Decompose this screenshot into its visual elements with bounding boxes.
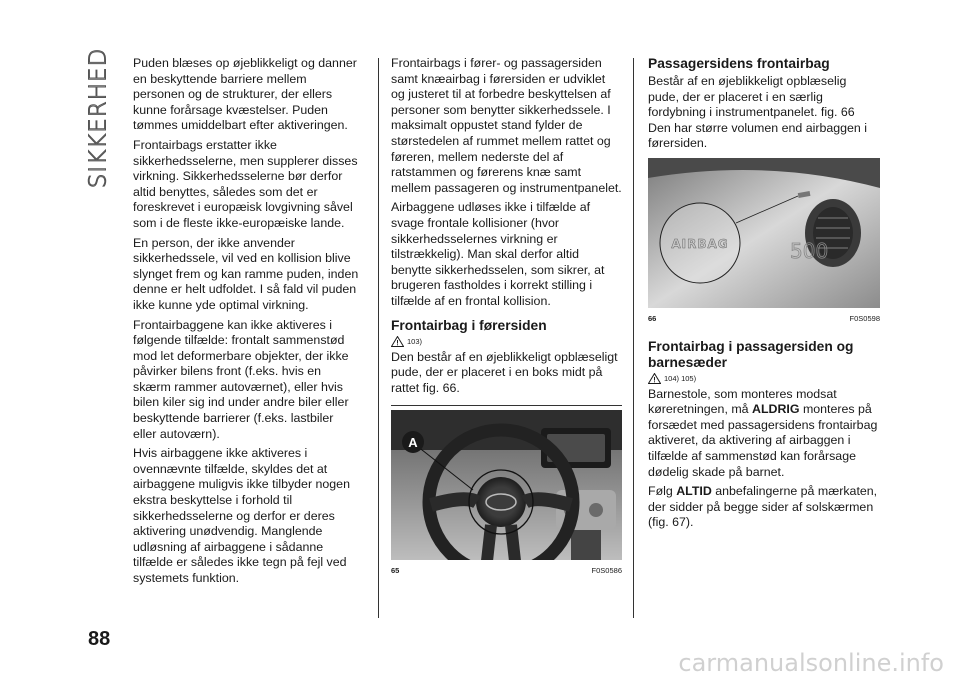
column-2: [391, 56, 622, 579]
paragraph: Den består af en øjeblikkeligt opblæseligt pude, der er placeret i en boks midt på rattet fig. 66.: [391, 349, 618, 395]
figure-code: F0S0586: [591, 566, 622, 576]
figure-66: [648, 158, 880, 327]
paragraph: Består af en øjeblikkeligt opblæselig pude, der er placeret i en særlig fordybning i instrumentpanelet. fig. 66 Den har større volumen end airbaggen i førersiden.: [648, 74, 868, 151]
paragraph: Airbaggene udløses ikke i tilfælde af svage frontale kollisioner (hvor sikkerhedsselernes virkning er tilstrækkelig). Man skal derfor altid benytte sikkerhedsselen, som sikrer, at brugeren fastholdes i korrekt stilling i tilfælde af en frontal kollision.: [391, 200, 605, 308]
figure-rule: [391, 405, 622, 406]
paragraph: Frontairbags i fører- og passagersiden samt knæairbag i førersiden er udviklet og justeret til at forbedre beskyttelsen af personer som benytter sikkerhedssele. I maksimalt oppustet stand fylder de størstedelen af rummet mellem rattet og føreren, mellem nederste del af ratstammen og førerens knæ samt mellem passageren og instrumentpanelet.: [391, 56, 622, 195]
column-divider: [633, 58, 634, 618]
column-divider: [378, 58, 379, 618]
warning-triangle-icon: [391, 336, 404, 347]
column-3: [648, 56, 880, 535]
dashboard-illustration: [648, 158, 880, 308]
figure-caption: [391, 563, 622, 579]
section-title: SIKKERHED: [85, 47, 112, 189]
paragraph: Frontairbaggene kan ikke aktiveres i følgende tilfælde: frontalt sammenstød mod let deformerbare objekter, der ikke påvirker bilens front (f.eks. hvis en skærm rammer autoværnet), eller hvis bilen kiler sig ind under andre biler eller beskyttende barrierer (f.eks. lastbiler eller autoværn).: [133, 317, 349, 441]
figure-number: 66: [648, 313, 657, 323]
warning-reference: 104) 105): [648, 373, 880, 385]
warning-triangle-icon: [648, 373, 661, 384]
figure-caption: [648, 311, 880, 327]
section-heading: Passagersidens frontairbag: [648, 56, 830, 71]
keyword-altid: ALTID: [676, 484, 712, 499]
paragraph: Barnestole, som monteres modsat køreretningen, må ALDRIG monteres på forsædet med passagersidens frontairbag aktiveret, da aktivering af airbaggen i tilfælde af sammenstød kan forårsage dødelig skade på barnet.: [648, 386, 878, 479]
page-number: 88: [88, 628, 111, 650]
paragraph: En person, der ikke anvender sikkerhedssele, vil ved en kollision blive slynget frem og kan ramme puden, inden denne er helt udfoldet. I så fald vil puden ikke kunne yde optimal virkning.: [133, 235, 359, 312]
paragraph: Følg ALTID anbefalingerne på mærkaten, der sidder på begge sider af solskærmen (fig. 67).: [648, 484, 878, 530]
figure-code: F0S0598: [849, 313, 880, 323]
figure-65: [391, 410, 622, 579]
figure-number: 65: [391, 566, 400, 576]
model-badge: 500: [790, 238, 829, 263]
section-heading: Frontairbag i førersiden: [391, 317, 547, 333]
callout-label-a: A: [408, 435, 418, 451]
column-1: [133, 56, 359, 591]
paragraph: Hvis airbaggene ikke aktiveres i ovennævnte tilfælde, skyldes det at airbaggene muligvis ikke tilbyder nogen ekstra beskyttelse i forhold til sikkerhedsselerne og derfor er deres aktivering unødvendig. Manglende udløsning af airbaggene i sådanne tilfælde er således ikke tegn på fejl ved systemets funktion.: [133, 446, 350, 585]
steering-wheel-image: [391, 410, 622, 560]
warning-reference: 103): [391, 336, 622, 348]
paragraph: Puden blæses op øjeblikkeligt og danner en beskyttende barriere mellem personen og de strukturer, der ellers kunne forårsage kvæstelser. Puden tømmes umiddelbart efter aktiveringen.: [133, 56, 357, 133]
steering-wheel-illustration: [391, 410, 622, 560]
dashboard-airbag-image: [648, 158, 880, 308]
watermark: carmanualsonline.info: [678, 649, 944, 677]
keyword-aldrig: ALDRIG: [752, 402, 800, 417]
section-heading: Frontairbag i passagersiden og barnesæder: [648, 338, 854, 370]
airbag-label: AIRBAG: [671, 236, 729, 251]
paragraph: Frontairbags erstatter ikke sikkerhedsselerne, men supplerer disses virkning. Sikkerhedsselerne bør derfor altid benyttes, således som det er foreskrevet i europæisk lovgivning såvel som i de fleste ikke-europæiske lande.: [133, 137, 358, 230]
